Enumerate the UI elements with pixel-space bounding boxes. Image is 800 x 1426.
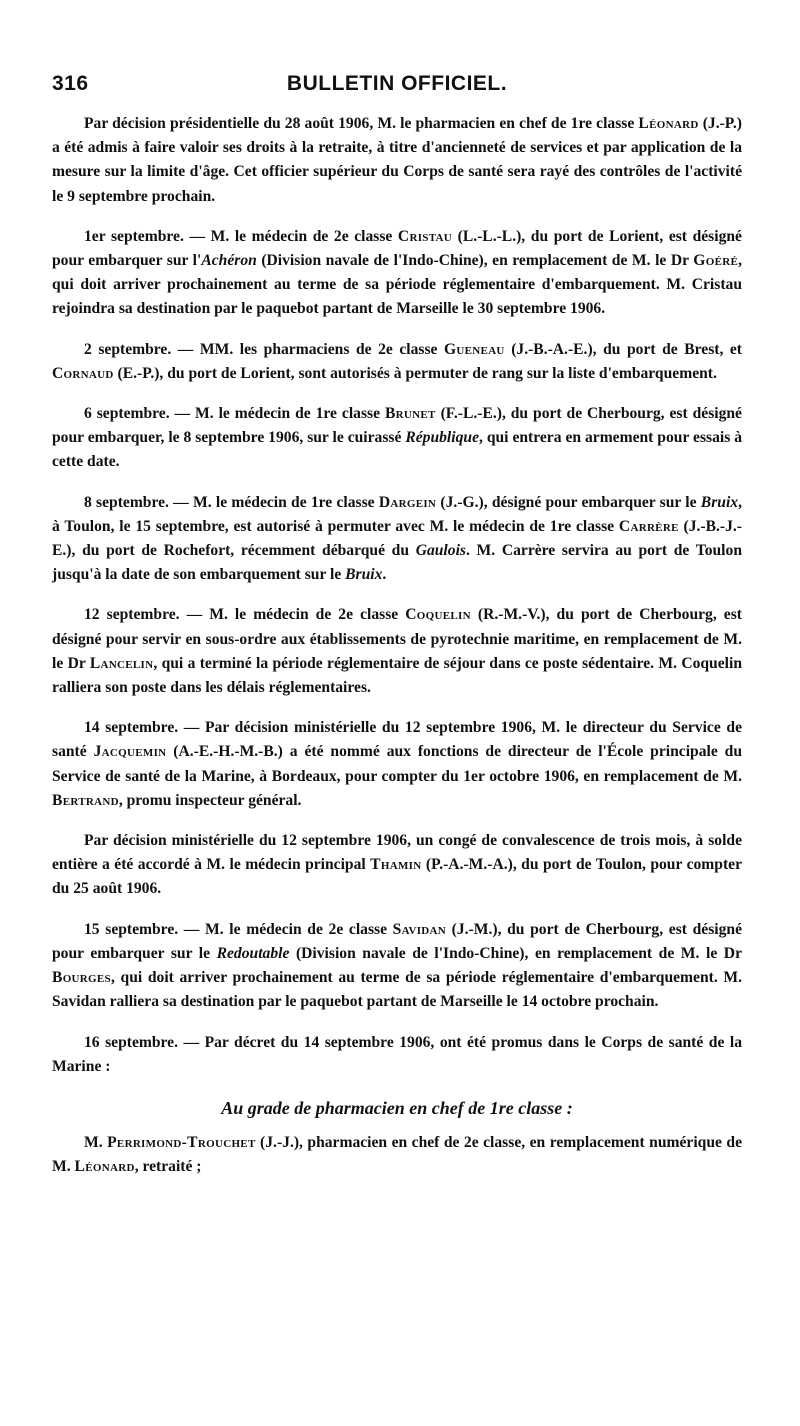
paragraph-text: (J.-P.) a été admis à faire valoir ses droits à la retraite, à titre d'ancienneté de services et par application de la mesure sur la limite d'âge. Cet officier supérieur du Corps de santé sera rayé des contrôles de l'activité le 9 septembre prochain. xyxy=(52,115,742,205)
paragraph-text: 2 septembre. — MM. les pharmaciens de 2e classe xyxy=(84,340,444,358)
page-header xyxy=(52,60,742,102)
paragraph-text: . xyxy=(382,566,387,584)
paragraph-text: (P.-A.-M.-A.), du port de Toulon, pour compter du 25 août 1906. xyxy=(52,856,742,898)
paragraph-text: , qui doit arriver prochainement au terme de sa période réglementaire d'embarquement. M. Savidan ralliera sa destination par le paquebot partant de Marseille le 14 octobre prochain. xyxy=(52,969,742,1011)
person-name: Brunet xyxy=(384,405,436,423)
person-name: Cornaud xyxy=(52,364,114,382)
paragraph-text: (J.-B.-A.-E.), du port de Brest, et xyxy=(504,340,743,358)
paragraph-text: (J.-M.), du port de Cherbourg, est désigné pour embarquer sur le xyxy=(52,920,742,962)
paragraph-promotion xyxy=(52,1131,742,1179)
paragraph-text: (L.-L.-L.), du port de Lorient, est désigné pour embarquer sur l' xyxy=(52,227,742,270)
person-name: Léonard xyxy=(638,115,699,132)
paragraph-text: (Division navale de l'Indo-Chine), en remplacement de M. le Dr xyxy=(289,944,742,962)
paragraph-sept-6 xyxy=(52,402,742,475)
paragraph-text: (F.-L.-E.), du port de Cherbourg, est désigné pour embarquer, le 8 septembre 1906, sur le cuirassé xyxy=(52,405,742,447)
page-number: 316 xyxy=(52,72,89,95)
person-name: Thamin xyxy=(370,856,422,874)
person-name: Lancelin xyxy=(89,654,154,672)
paragraph-text: 12 septembre. — M. le médecin de 2e classe xyxy=(84,606,406,624)
paragraph-text: 16 septembre. — Par décret du 14 septembre 1906, ont été promus dans le Corps de santé de la Marine : xyxy=(52,1033,742,1075)
person-name: Léonard xyxy=(74,1158,135,1176)
ship-name: Bruix xyxy=(700,493,739,511)
paragraph-text: , à Toulon, le 15 septembre, est autorisé à permuter avec M. le médecin de 1re classe xyxy=(52,493,742,535)
paragraph-text: 8 septembre. — M. le médecin de 1re classe xyxy=(84,493,379,511)
person-name: Bertrand xyxy=(52,791,119,809)
paragraph-text: , promu inspecteur général. xyxy=(118,791,302,809)
paragraph-text: 14 septembre. — Par décision ministérielle du 12 septembre 1906, M. le directeur du Service de santé xyxy=(52,719,742,761)
paragraph-text: Par décision présidentielle du 28 août 1906, M. le pharmacien en chef de 1re classe xyxy=(84,115,639,132)
paragraph-text: . M. Carrère servira au port de Toulon jusqu'à la date de son embarquement sur le xyxy=(52,542,742,584)
paragraph-convalescence xyxy=(52,829,742,902)
person-name: Gueneau xyxy=(444,340,505,358)
person-name: Goéré xyxy=(693,252,739,270)
paragraph-text: , qui entrera en armement pour essais à cette date. xyxy=(52,429,743,471)
person-name: Dargein xyxy=(378,493,437,511)
paragraph-text: , retraité ; xyxy=(134,1158,202,1176)
section-heading: Au grade de pharmacien en chef de 1re classe : xyxy=(221,1097,573,1118)
paragraph-text: (A.-E.-H.-M.-B.) a été nommé aux fonctions de directeur de l'École principale du Service de santé de la Marine, à Bordeaux, pour compter du 1er octobre 1906, en remplacement de M. xyxy=(52,743,742,785)
paragraph-text: , qui a terminé la période réglementaire de séjour dans ce poste sédentaire. M. Coquelin ralliera son poste dans les délais réglementaires. xyxy=(52,654,742,697)
paragraph-text: 6 septembre. — M. le médecin de 1re classe xyxy=(84,405,385,423)
paragraph-text: Par décision ministérielle du 12 septembre 1906, un congé de convalescence de trois mois, à solde entière a été accordé à M. le médecin principal xyxy=(52,832,742,874)
paragraph-sept-14 xyxy=(52,716,742,813)
paragraph-text: M. xyxy=(84,1133,108,1151)
ship-name: Bruix xyxy=(345,566,383,584)
paragraph-retirement-leonard xyxy=(52,112,742,209)
person-name: Perrimond-Trouchet xyxy=(107,1133,256,1151)
paragraph-text: (E.-P.), du port de Lorient, sont autorisés à permuter de rang sur la liste d'embarquement. xyxy=(113,364,717,382)
paragraph-text: (J.-B.-J.-E.), du port de Rochefort, récemment débarqué du xyxy=(52,517,742,560)
ship-name: Achéron xyxy=(201,252,257,270)
ship-name: Gaulois xyxy=(415,542,466,560)
person-name: Carrère xyxy=(618,517,679,535)
person-name: Jacquemin xyxy=(93,743,167,761)
paragraph-text: (R.-M.-V.), du port de Cherbourg, est désigné pour servir en sous-ordre aux établissements de pyrotechnie maritime, en remplacement de M. le Dr xyxy=(52,606,742,672)
paragraph-text: 1er septembre. — M. le médecin de 2e classe xyxy=(84,227,398,245)
ship-name: République xyxy=(405,429,479,447)
paragraph-sept-12 xyxy=(52,603,742,700)
paragraph-text: 15 septembre. — M. le médecin de 2e classe xyxy=(84,920,393,938)
paragraph-sept-8 xyxy=(52,491,742,588)
paragraph-text: (Division navale de l'Indo-Chine), en remplacement de M. le Dr xyxy=(256,252,694,270)
paragraph-sept-1 xyxy=(52,225,742,322)
paragraph-sept-15 xyxy=(52,918,742,1015)
person-name: Savidan xyxy=(392,920,447,938)
paragraph-text: (J.-J.), pharmacien en chef de 2e classe, en remplacement numérique de M. xyxy=(52,1133,742,1176)
paragraph-text: , qui doit arriver prochainement au terme de sa période réglementaire d'embarquement. M. Cristau rejoindra sa destination par le paquebot partant de Marseille le 30 septembre 1906. xyxy=(52,252,742,318)
document-page xyxy=(52,60,742,1179)
person-name: Bourges xyxy=(52,969,111,987)
person-name: Cristau xyxy=(397,227,453,245)
paragraph-sept-16 xyxy=(52,1031,742,1079)
person-name: Coquelin xyxy=(405,606,471,624)
ship-name: Redoutable xyxy=(216,944,290,962)
paragraph-sept-2 xyxy=(52,338,742,386)
paragraph-text: (J.-G.), désigné pour embarquer sur le xyxy=(436,493,701,511)
running-title: BULLETIN OFFICIEL. xyxy=(286,72,508,95)
